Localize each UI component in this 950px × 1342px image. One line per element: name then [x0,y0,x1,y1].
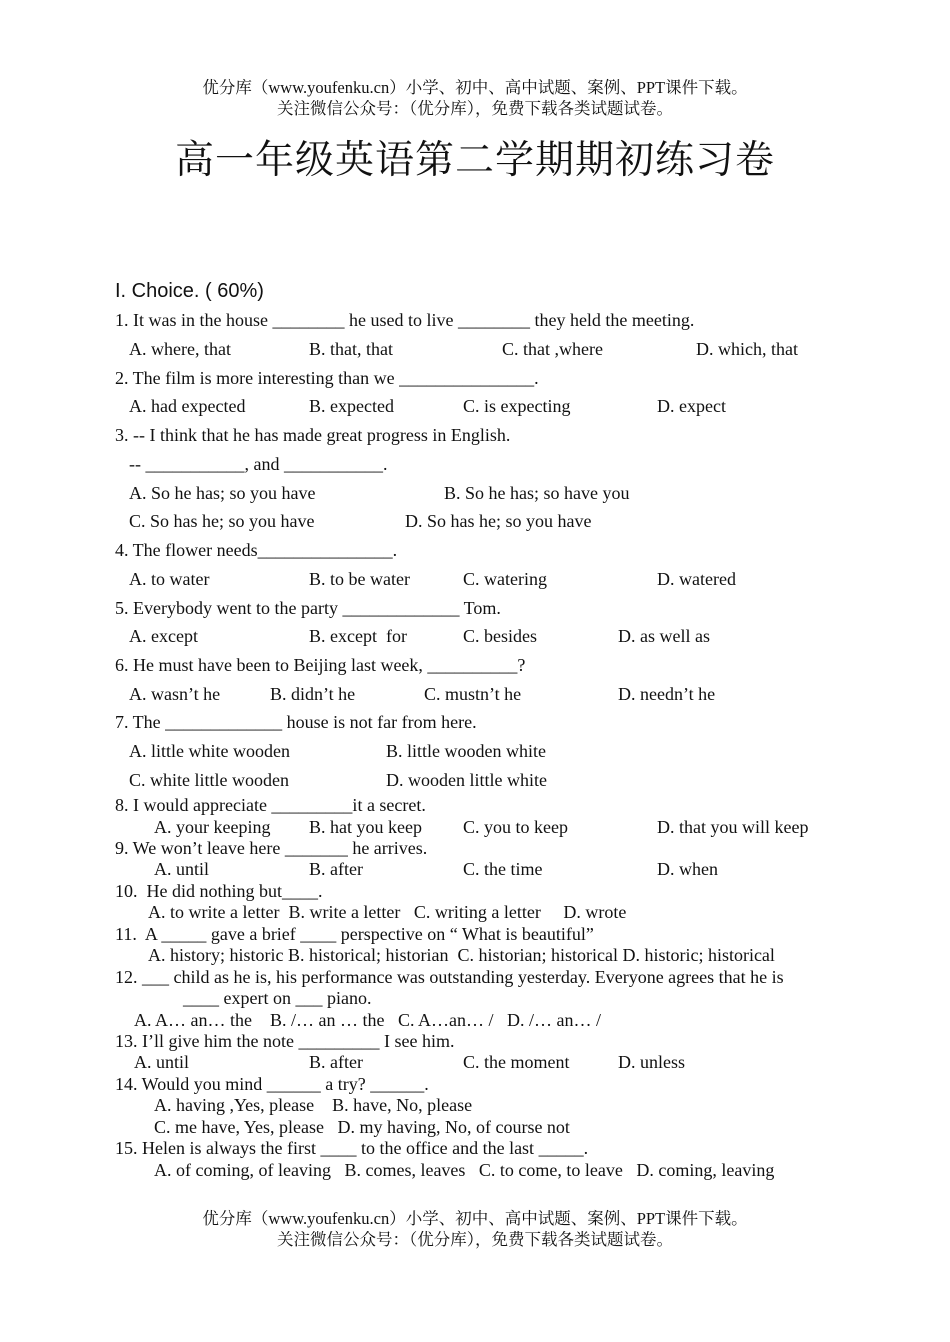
q3-option-b: B. So he has; so have you [444,483,630,503]
q9-option-b: B. after [309,859,363,879]
q3-option-c: C. So has he; so you have [129,511,315,531]
question-6: 6. He must have been to Beijing last week, __________? [115,655,526,675]
question-13: 13. I’ll give him the note _________ I see him. [115,1031,455,1051]
page-header [0,77,950,119]
question-10: 10. He did nothing but____. [115,881,323,901]
question-7: 7. The _____________ house is not far from here. [115,712,477,732]
q2-option-b: B. expected [309,396,394,416]
q4-option-a: A. to water [129,569,210,589]
q1-option-b: B. that, that [309,339,393,359]
q8-option-d: D. that you will keep [657,817,809,837]
question-15: 15. Helen is always the first ____ to the office and the last _____. [115,1138,589,1158]
q15-options: A. of coming, of leaving B. comes, leaves C. to come, to leave D. coming, leaving [154,1160,775,1180]
q1-option-c: C. that ,where [502,339,603,359]
q1-option-d: D. which, that [696,339,798,359]
q7-option-b: B. little wooden white [386,741,546,761]
header-line-1: 优分库（www.youfenku.cn）小学、初中、高中试题、案例、PPT课件下载。 [202,78,748,97]
q14-options-1: A. having ,Yes, please B. have, No, please [154,1095,473,1115]
q6-option-c: C. mustn’t he [424,684,522,704]
page-footer [0,1208,950,1250]
header-line-2: 关注微信公众号：（优分库），免费下载各类试题试卷。 [277,99,673,118]
q3-option-d: D. So has he; so you have [405,511,592,531]
question-3: 3. -- I think that he has made great progress in English. [115,425,511,445]
q7-option-c: C. white little wooden [129,770,289,790]
q6-option-a: A. wasn’t he [129,684,221,704]
page-title: 高一年级英语第二学期期初练习卷 [174,138,775,183]
q9-option-a: A. until [154,859,210,879]
q5-option-d: D. as well as [618,626,710,646]
question-12-line-2: ____ expert on ___ piano. [183,988,372,1008]
q7-option-d: D. wooden little white [386,770,547,790]
q9-option-c: C. the time [463,859,543,879]
q2-option-a: A. had expected [129,396,246,416]
q6-option-b: B. didn’t he [270,684,356,704]
q10-options: A. to write a letter B. write a letter C. writing a letter D. wrote [148,902,627,922]
question-11: 11. A _____ gave a brief ____ perspective on “ What is beautiful” [115,924,594,944]
question-5: 5. Everybody went to the party _____________ Tom. [115,598,501,618]
q5-option-a: A. except [129,626,198,646]
section-heading: I. Choice. ( 60%) [115,280,264,302]
question-14: 14. Would you mind ______ a try? ______. [115,1074,429,1094]
q4-option-d: D. watered [657,569,736,589]
footer-line-1: 优分库（www.youfenku.cn）小学、初中、高中试题、案例、PPT课件下载。 [202,1209,748,1228]
question-9: 9. We won’t leave here _______ he arrives. [115,838,428,858]
question-2: 2. The film is more interesting than we _______________. [115,368,539,388]
q7-option-a: A. little white wooden [129,741,290,761]
q5-option-b: B. except for [309,626,407,646]
q12-options: A. A… an… the B. /… an … the C. A…an… / D. /… an… / [134,1010,601,1030]
q3-option-a: A. So he has; so you have [129,483,316,503]
q4-option-c: C. watering [463,569,547,589]
q2-option-c: C. is expecting [463,396,571,416]
q1-option-a: A. where, that [129,339,231,359]
question-8: 8. I would appreciate _________it a secret. [115,795,426,815]
question-3-line-2: -- ___________, and ___________. [129,454,388,474]
footer-line-2: 关注微信公众号：（优分库），免费下载各类试题试卷。 [277,1230,673,1249]
question-4: 4. The flower needs_______________. [115,540,398,560]
q8-option-c: C. you to keep [463,817,568,837]
q2-option-d: D. expect [657,396,726,416]
q8-option-b: B. hat you keep [309,817,422,837]
q5-option-c: C. besides [463,626,537,646]
question-12: 12. ___ child as he is, his performance was outstanding yesterday. Everyone agrees that he is [115,967,784,987]
q13-option-d: D. unless [618,1052,685,1072]
q9-option-d: D. when [657,859,718,879]
q13-option-a: A. until [134,1052,190,1072]
q14-options-2: C. me have, Yes, please D. my having, No, of course not [154,1117,570,1137]
q6-option-d: D. needn’t he [618,684,716,704]
q8-option-a: A. your keeping [154,817,271,837]
q4-option-b: B. to be water [309,569,410,589]
q11-options: A. history; historic B. historical; historian C. historian; historical D. historic; historical [148,945,775,965]
q13-option-c: C. the moment [463,1052,570,1072]
q13-option-b: B. after [309,1052,363,1072]
question-1: 1. It was in the house ________ he used to live ________ they held the meeting. [115,310,695,330]
